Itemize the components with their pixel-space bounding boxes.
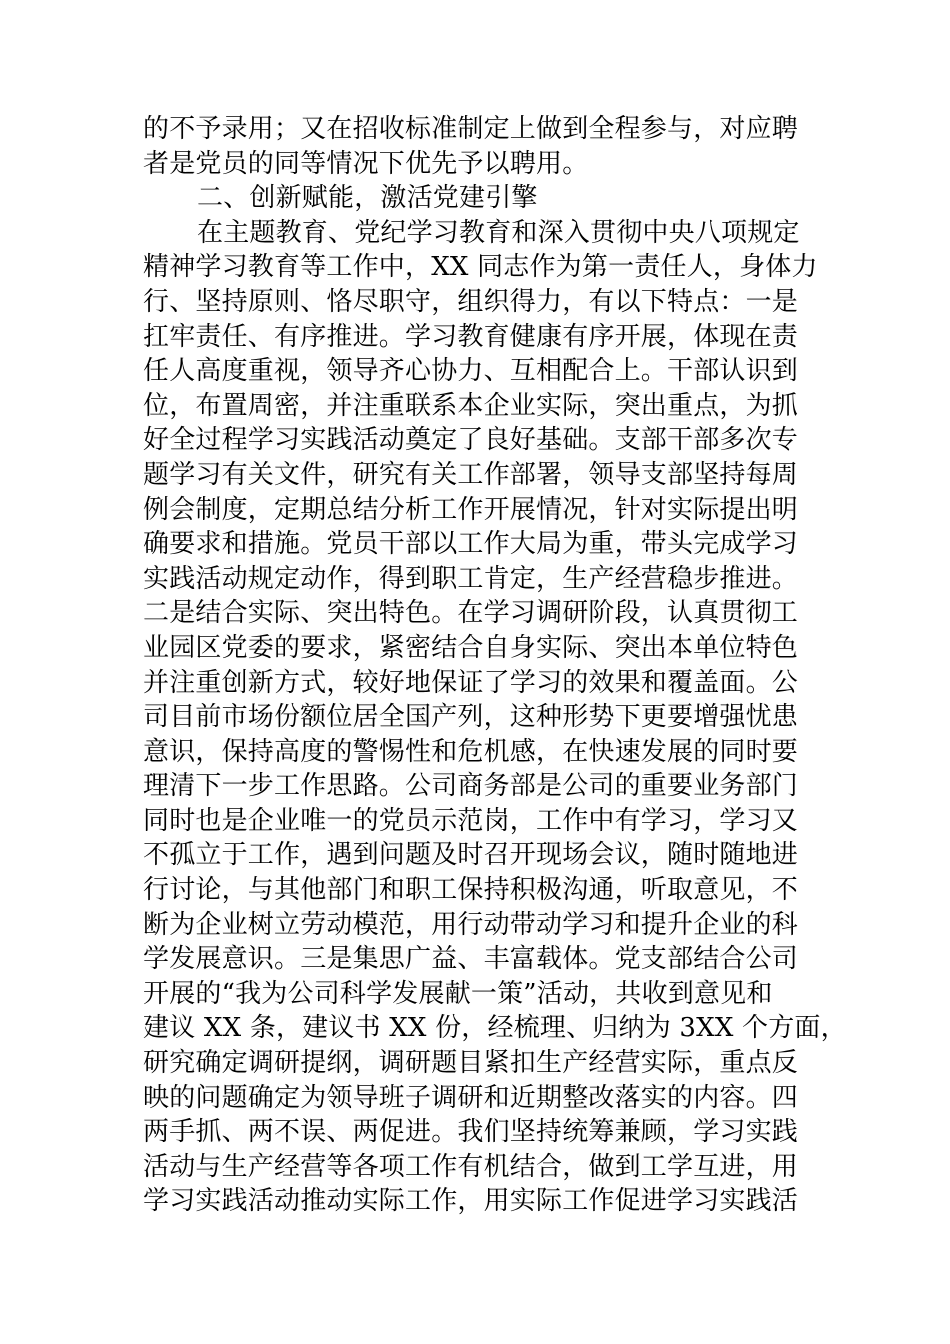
- text-line: 任人高度重视，领导齐心协力、互相配合上。干部认识到: [143, 356, 799, 387]
- text-line: 活动与生产经营等各项工作有机结合，做到工学互进，用: [143, 1151, 799, 1182]
- text-line: 不孤立于工作，遇到问题及时召开现场会议，随时随地进: [143, 840, 799, 871]
- text-line: 二是结合实际、突出特色。在学习调研阶段，认真贯彻工: [143, 598, 799, 629]
- text-line: 好全过程学习实践活动奠定了良好基础。支部干部多次专: [143, 425, 799, 456]
- text-line: 位，布置周密，并注重联系本企业实际，突出重点，为抓: [143, 390, 799, 421]
- text-line: 行讨论，与其他部门和职工保持积极沟通，听取意见，不: [143, 875, 799, 906]
- text-line: 并注重创新方式，较好地保证了学习的效果和覆盖面。公: [143, 667, 799, 698]
- text-line: 两手抓、两不误、两促进。我们坚持统筹兼顾，学习实践: [143, 1117, 799, 1148]
- text-line: 理清下一步工作思路。公司商务部是公司的重要业务部门: [143, 771, 799, 802]
- text-line: 同时也是企业唯一的党员示范岗，工作中有学习，学习又: [143, 805, 799, 836]
- text-line: 扛牢责任、有序推进。学习教育健康有序开展，体现在责: [143, 321, 799, 352]
- text-line: 学习实践活动推动实际工作，用实际工作促进学习实践活: [143, 1186, 799, 1217]
- text-line: 精神学习教育等工作中，XX 同志作为第一责任人，身体力: [143, 252, 818, 283]
- text-line: 例会制度，定期总结分析工作开展情况，针对实际提出明: [143, 494, 799, 525]
- text-line: 行、坚持原则、恪尽职守，组织得力，有以下特点：一是: [143, 286, 799, 317]
- text-line: 研究确定调研提纲，调研题目紧扣生产经营实际，重点反: [143, 1048, 799, 1079]
- section-heading: 二、创新赋能，激活党建引擎: [197, 183, 538, 214]
- text-line: 学发展意识。三是集思广益、丰富载体。党支部结合公司: [143, 944, 799, 975]
- text-line: 映的问题确定为领导班子调研和近期整改落实的内容。四: [143, 1082, 799, 1113]
- text-line: 在主题教育、党纪学习教育和深入贯彻中央八项规定: [197, 217, 800, 248]
- text-line: 开展的“我为公司科学发展献一策”活动，共收到意见和: [143, 978, 773, 1009]
- text-line: 题学习有关文件，研究有关工作部署，领导支部坚持每周: [143, 459, 799, 490]
- text-line: 意识，保持高度的警惕性和危机感，在快速发展的同时要: [143, 736, 799, 767]
- text-line: 的不予录用；又在招收标准制定上做到全程参与，对应聘: [143, 114, 799, 144]
- document-body: [143, 112, 847, 1219]
- text-line: 者是党员的同等情况下优先予以聘用。: [143, 148, 589, 179]
- text-line: 业园区党委的要求，紧密结合自身实际、突出本单位特色: [143, 632, 799, 663]
- text-line: 断为企业树立劳动模范，用行动带动学习和提升企业的科: [143, 909, 799, 940]
- text-line: 确要求和措施。党员干部以工作大局为重，带头完成学习: [143, 529, 799, 560]
- text-line: 司目前市场份额位居全国产列，这种形势下更要增强忧患: [143, 702, 799, 733]
- text-line: 实践活动规定动作，得到职工肯定，生产经营稳步推进。: [143, 563, 799, 594]
- text-line: 建议 XX 条，建议书 XX 份，经梳理、归纳为 3XX 个方面，: [143, 1013, 847, 1044]
